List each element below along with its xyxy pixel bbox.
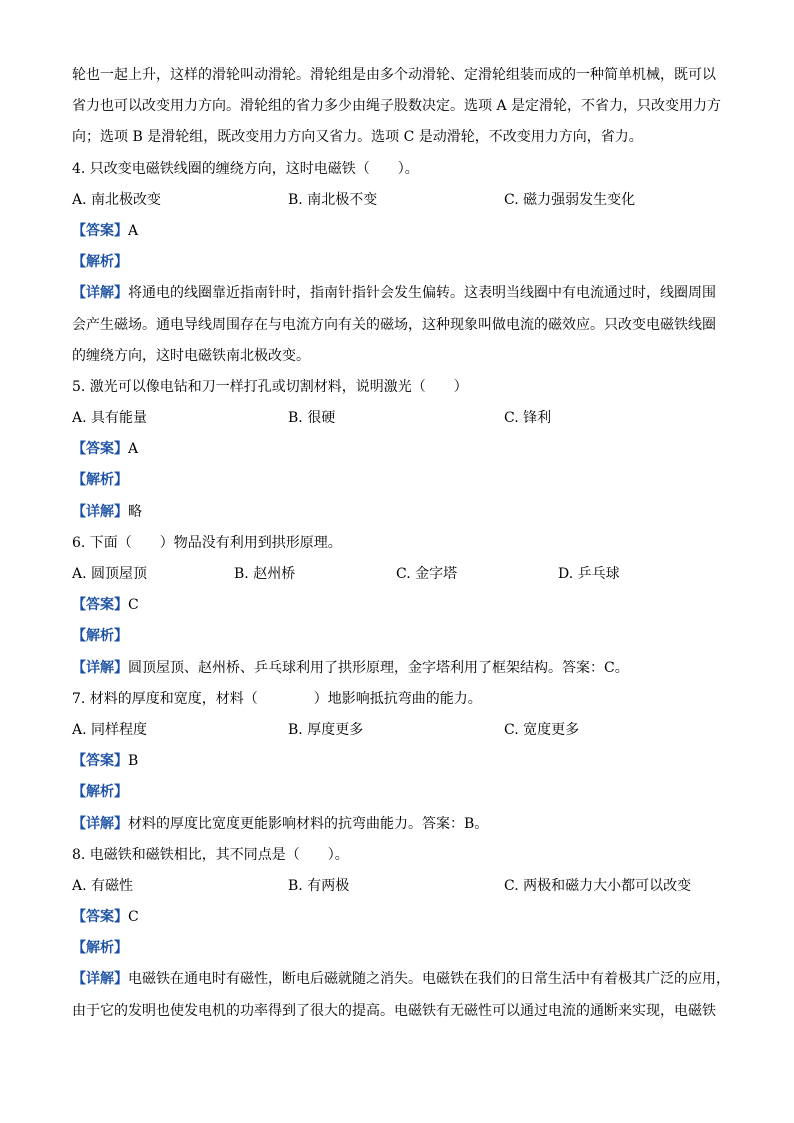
answer-label: 【答案】 [72, 222, 128, 239]
question-6-answer [72, 590, 728, 621]
question-7-analysis [72, 777, 728, 808]
question-5-option-b: B. 很硬 [288, 410, 336, 427]
question-4-detail-3: 的缠绕方向，这时电磁铁南北极改变。 [72, 347, 310, 364]
question-8-detail-2: 由于它的发明也使发电机的功率得到了很大的提高。电磁铁有无磁性可以通过电流的通断来实现，电磁铁 [72, 1002, 716, 1019]
question-6-detail-1 [72, 653, 728, 684]
answer-value: A [128, 222, 139, 239]
question-5-answer [72, 434, 728, 465]
answer-label: 【答案】 [72, 909, 128, 926]
detail-label: 【详解】 [72, 971, 128, 988]
question-6-option-a: A. 圆顶屋顶 [72, 566, 148, 582]
question-8-option-a: A. 有磁性 [72, 877, 134, 894]
question-7-detail-1 [72, 809, 728, 840]
question-4-detail-1 [72, 278, 728, 309]
answer-label: 【答案】 [72, 597, 128, 614]
question-8-answer [72, 902, 728, 933]
question-4-detail-2: 会产生磁场。通电导线周围存在与电流方向有关的磁场，这种现象叫做电流的磁效应。只改变电磁铁线圈 [72, 316, 716, 333]
detail-text: 材料的厚度比宽度更能影响材料的抗弯曲能力。答案：B。 [128, 815, 489, 832]
question-5-options [72, 403, 728, 434]
question-4-option-b: B. 南北极不变 [288, 191, 378, 208]
question-6-analysis [72, 621, 728, 652]
detail-text: 将通电的线圈靠近指南针时，指南针指针会发生偏转。这表明当线圈中有电流通过时，线圈周围 [128, 285, 716, 302]
analysis-label: 【解析】 [72, 628, 128, 645]
detail-label: 【详解】 [72, 815, 128, 832]
answer-value: B [128, 753, 139, 770]
question-6-options [72, 559, 728, 590]
question-8-option-c: C. 两极和磁力大小都可以改变 [504, 877, 692, 894]
detail-label: 【详解】 [72, 503, 128, 520]
question-7-options [72, 715, 728, 746]
intro-line-3: 向；选项 B 是滑轮组，既改变用力方向又省力。选项 C 是动滑轮，不改变用力方向，省力。 [72, 129, 643, 146]
analysis-label: 【解析】 [72, 784, 128, 801]
question-7-option-a: A. 同样程度 [72, 721, 148, 738]
question-5-stem: 5. 激光可以像电钻和刀一样打孔或切割材料，说明激光（ ） [72, 378, 468, 395]
question-8-detail-1 [72, 964, 728, 995]
question-7-stem: 7. 材料的厚度和宽度，材料（ ）地影响抵抗弯曲的能力。 [72, 690, 482, 707]
question-4-option-a: A. 南北极改变 [72, 191, 162, 208]
question-8-options [72, 871, 728, 902]
question-7-option-c: C. 宽度更多 [504, 721, 580, 738]
detail-text: 电磁铁在通电时有磁性，断电后磁就随之消失。电磁铁在我们的日常生活中有着极其广泛的应用， [128, 971, 730, 988]
answer-label: 【答案】 [72, 441, 128, 458]
answer-value: A [128, 441, 139, 458]
question-5-analysis [72, 465, 728, 496]
answer-value: C [128, 909, 139, 926]
intro-line-2: 省力也可以改变用力方向。滑轮组的省力多少由绳子股数决定。选项 A 是定滑轮，不省力，只改变用力方 [72, 98, 722, 115]
detail-text: 略 [128, 503, 142, 520]
question-5-option-c: C. 锋利 [504, 410, 552, 427]
question-5-detail-1 [72, 497, 728, 528]
question-4-answer [72, 216, 728, 247]
question-8-option-b: B. 有两极 [288, 877, 350, 894]
answer-value: C [128, 597, 139, 614]
detail-text: 圆顶屋顶、赵州桥、乒乓球利用了拱形原理，金字塔利用了框架结构。答案：C。 [128, 659, 629, 676]
question-4-option-c: C. 磁力强弱发生变化 [504, 191, 636, 208]
answer-label: 【答案】 [72, 753, 128, 770]
question-6-option-d: D. 乒乓球 [558, 566, 620, 582]
question-8-stem: 8. 电磁铁和磁铁相比，其不同点是（ ）。 [72, 846, 349, 863]
question-4-stem: 4. 只改变电磁铁线圈的缠绕方向，这时电磁铁（ ）。 [72, 160, 419, 177]
analysis-label: 【解析】 [72, 940, 128, 957]
detail-label: 【详解】 [72, 285, 128, 302]
question-6-stem: 6. 下面（ ）物品没有利用到拱形原理。 [72, 534, 342, 551]
intro-line-1: 轮也一起上升，这样的滑轮叫动滑轮。滑轮组是由多个动滑轮、定滑轮组装而成的一种简单机械，既可以 [72, 67, 716, 83]
question-4-options [72, 185, 728, 216]
detail-label: 【详解】 [72, 659, 128, 676]
question-6-option-c: C. 金字塔 [396, 566, 458, 582]
analysis-label: 【解析】 [72, 472, 128, 489]
question-7-answer [72, 746, 728, 777]
question-8-analysis [72, 933, 728, 964]
question-7-option-b: B. 厚度更多 [288, 721, 364, 738]
document-page [72, 60, 728, 1027]
analysis-label: 【解析】 [72, 254, 128, 271]
question-4-analysis [72, 247, 728, 278]
question-5-option-a: A. 具有能量 [72, 410, 148, 427]
question-6-option-b: B. 赵州桥 [234, 566, 296, 582]
